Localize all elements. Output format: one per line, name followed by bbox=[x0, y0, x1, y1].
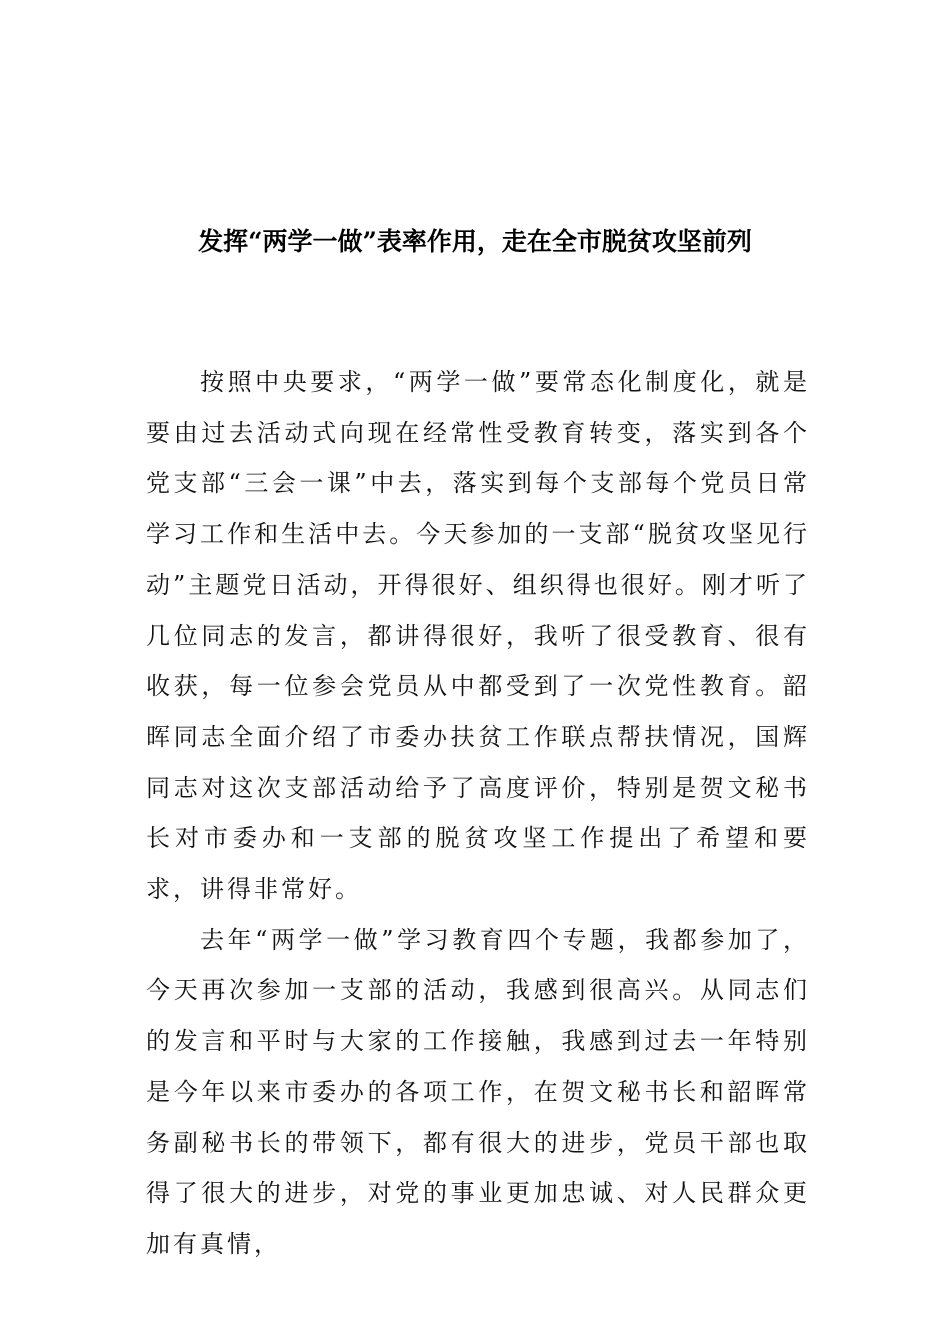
document-title: 发挥“两学一做”表率作用，走在全市脱贫攻坚前列 bbox=[198, 227, 752, 256]
paragraph-1: 按照中央要求，“两学一做”要常态化制度化，就是要由过去活动式向现在经常性受教育转变，落实到各个党支部“三会一课”中去，落实到每个支部每个党员日常学习工作和生活中去。今天参加的一支部“脱贫攻坚见行动”主题党日活动，开得很好、组织得也很好。刚才听了几位同志的发言，都讲得很好，我听了很受教育、很有收获，每一位参会党员从中都受到了一次党性教育。韶晖同志全面介绍了市委办扶贫工作联点帮扶情况，国辉同志对这次支部活动给予了高度评价，特别是贺文秘书长对市委办和一支部的脱贫攻坚工作提出了希望和要求，讲得非常好。 bbox=[146, 368, 810, 904]
paragraph-2: 去年“两学一做”学习教育四个专题，我都参加了，今天再次参加一支部的活动，我感到很高兴。从同志们的发言和平时与大家的工作接触，我感到过去一年特别是今年以来市委办的各项工作，在贺文秘书长和韶晖常务副秘书长的带领下，都有很大的进步，党员干部也取得了很大的进步，对党的事业更加忠诚、对人民群众更加有真情， bbox=[146, 925, 810, 1258]
document-body bbox=[146, 357, 810, 1270]
